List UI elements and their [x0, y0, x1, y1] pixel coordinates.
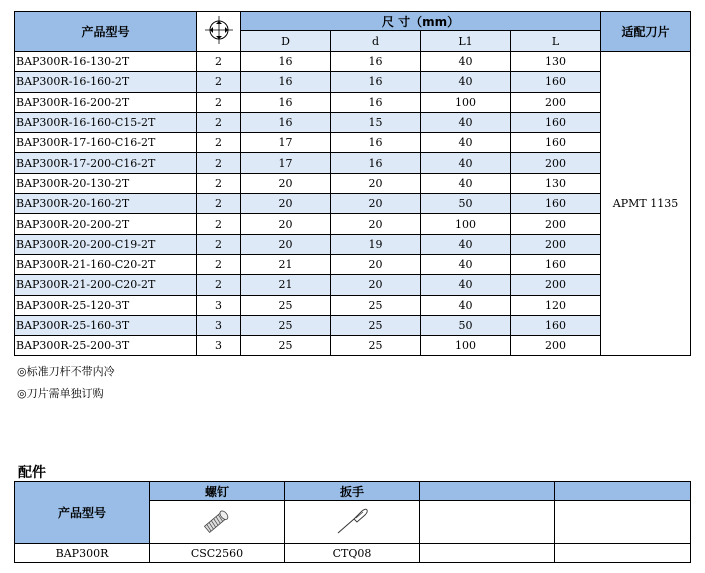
header-L: L	[511, 31, 601, 52]
table-row	[15, 52, 691, 72]
cell-d: 17	[241, 133, 331, 153]
cell-l: 160	[511, 254, 601, 274]
cell-d: 25	[331, 295, 421, 315]
cell-l1: 100	[421, 214, 511, 234]
acc-header-screw: 螺钉	[150, 482, 285, 501]
cell-z: 2	[197, 194, 241, 214]
note-blade-separate: ◎刀片需单独订购	[17, 387, 104, 400]
cell-model: BAP300R-20-200-C19-2T	[15, 234, 197, 254]
cell-l: 160	[511, 133, 601, 153]
cell-model: BAP300R-25-120-3T	[15, 295, 197, 315]
table-row	[15, 173, 691, 193]
acc-screw-image-cell	[150, 501, 285, 544]
table-row	[15, 72, 691, 92]
cell-d: 25	[241, 295, 331, 315]
cell-l1: 100	[421, 336, 511, 356]
header-teeth	[197, 12, 241, 52]
cell-d: 20	[241, 173, 331, 193]
cell-z: 2	[197, 275, 241, 295]
cell-l: 130	[511, 52, 601, 72]
cell-l: 130	[511, 173, 601, 193]
cell-l: 200	[511, 214, 601, 234]
screwdriver-icon	[332, 505, 372, 537]
acc-header-model: 产品型号	[15, 482, 150, 544]
product-table	[14, 11, 691, 356]
cell-model: BAP300R-20-130-2T	[15, 173, 197, 193]
header-model: 产品型号	[15, 12, 197, 52]
acc-wrench-image-cell	[285, 501, 420, 544]
cell-d: 20	[331, 214, 421, 234]
cell-z: 2	[197, 52, 241, 72]
accessories-title: 配件	[18, 465, 46, 481]
cell-d: 20	[241, 234, 331, 254]
cell-l1: 40	[421, 72, 511, 92]
table-row	[15, 214, 691, 234]
acc-empty-value-1	[420, 544, 555, 563]
cell-d: 20	[241, 194, 331, 214]
cell-z: 2	[197, 92, 241, 112]
cell-model: BAP300R-16-160-C15-2T	[15, 112, 197, 132]
cell-l1: 100	[421, 92, 511, 112]
cell-l1: 40	[421, 275, 511, 295]
cell-d: 20	[331, 173, 421, 193]
header-blade: 适配刀片	[601, 12, 691, 52]
acc-wrench-value: CTQ08	[285, 544, 420, 563]
cell-z: 3	[197, 315, 241, 335]
cell-l: 200	[511, 92, 601, 112]
cell-l: 200	[511, 275, 601, 295]
table-row	[15, 153, 691, 173]
cell-d: 20	[241, 214, 331, 234]
cell-l: 200	[511, 153, 601, 173]
cell-l1: 40	[421, 173, 511, 193]
cell-l1: 40	[421, 52, 511, 72]
cell-model: BAP300R-16-160-2T	[15, 72, 197, 92]
cell-model: BAP300R-16-130-2T	[15, 52, 197, 72]
blade-value: APMT 1135	[601, 52, 691, 356]
cell-d: 16	[331, 52, 421, 72]
table-row	[15, 112, 691, 132]
table-row	[15, 295, 691, 315]
table-row	[15, 92, 691, 112]
cell-d: 25	[331, 315, 421, 335]
cell-d: 20	[331, 194, 421, 214]
acc-empty-cell-1	[420, 501, 555, 544]
cell-l: 160	[511, 72, 601, 92]
cell-model: BAP300R-25-160-3T	[15, 315, 197, 335]
table-row	[15, 315, 691, 335]
cell-z: 2	[197, 153, 241, 173]
table-row	[15, 234, 691, 254]
cell-model: BAP300R-17-160-C16-2T	[15, 133, 197, 153]
cell-l: 200	[511, 336, 601, 356]
cell-d: 19	[331, 234, 421, 254]
cell-d: 17	[241, 153, 331, 173]
cell-d: 20	[331, 254, 421, 274]
acc-screw-value: CSC2560	[150, 544, 285, 563]
cell-l1: 40	[421, 153, 511, 173]
cell-d: 16	[331, 72, 421, 92]
table-row	[15, 254, 691, 274]
acc-header-empty-2	[555, 482, 691, 501]
cell-l1: 50	[421, 194, 511, 214]
cell-model: BAP300R-20-160-2T	[15, 194, 197, 214]
table-row	[15, 194, 691, 214]
acc-header-empty-1	[420, 482, 555, 501]
cell-l: 200	[511, 234, 601, 254]
cell-d: 16	[331, 153, 421, 173]
cell-l: 160	[511, 194, 601, 214]
cell-d: 25	[241, 315, 331, 335]
cell-z: 2	[197, 133, 241, 153]
header-d: d	[331, 31, 421, 52]
cell-z: 2	[197, 234, 241, 254]
table-row	[15, 133, 691, 153]
cell-d: 16	[241, 112, 331, 132]
acc-header-wrench: 扳手	[285, 482, 420, 501]
cell-z: 2	[197, 112, 241, 132]
cell-l: 160	[511, 315, 601, 335]
cell-d: 16	[331, 92, 421, 112]
cell-z: 3	[197, 336, 241, 356]
cell-model: BAP300R-16-200-2T	[15, 92, 197, 112]
cell-l1: 40	[421, 234, 511, 254]
cell-d: 16	[331, 133, 421, 153]
cell-d: 16	[241, 92, 331, 112]
cell-l: 160	[511, 112, 601, 132]
accessories-table	[14, 481, 691, 563]
cell-l: 120	[511, 295, 601, 315]
table-row	[15, 336, 691, 356]
acc-empty-value-2	[555, 544, 691, 563]
note-no-coolant: ◎标准刀杆不带内冷	[17, 365, 115, 378]
cell-d: 25	[241, 336, 331, 356]
screw-icon	[200, 506, 234, 536]
cell-model: BAP300R-21-200-C20-2T	[15, 275, 197, 295]
acc-model-value: BAP300R	[15, 544, 150, 563]
cell-model: BAP300R-20-200-2T	[15, 214, 197, 234]
cell-model: BAP300R-25-200-3T	[15, 336, 197, 356]
cell-z: 2	[197, 173, 241, 193]
cell-z: 2	[197, 254, 241, 274]
teeth-icon	[204, 15, 234, 45]
cell-d: 15	[331, 112, 421, 132]
cell-model: BAP300R-17-200-C16-2T	[15, 153, 197, 173]
cell-l1: 40	[421, 133, 511, 153]
cell-l1: 50	[421, 315, 511, 335]
table-row	[15, 275, 691, 295]
cell-l1: 40	[421, 112, 511, 132]
cell-d: 20	[331, 275, 421, 295]
cell-l1: 40	[421, 254, 511, 274]
cell-z: 3	[197, 295, 241, 315]
cell-d: 16	[241, 72, 331, 92]
header-dimensions: 尺 寸（mm）	[241, 12, 601, 31]
cell-d: 21	[241, 254, 331, 274]
cell-d: 25	[331, 336, 421, 356]
header-D: D	[241, 31, 331, 52]
cell-d: 16	[241, 52, 331, 72]
cell-d: 21	[241, 275, 331, 295]
acc-empty-cell-2	[555, 501, 691, 544]
cell-z: 2	[197, 72, 241, 92]
header-L1: L1	[421, 31, 511, 52]
cell-l1: 40	[421, 295, 511, 315]
cell-z: 2	[197, 214, 241, 234]
cell-model: BAP300R-21-160-C20-2T	[15, 254, 197, 274]
